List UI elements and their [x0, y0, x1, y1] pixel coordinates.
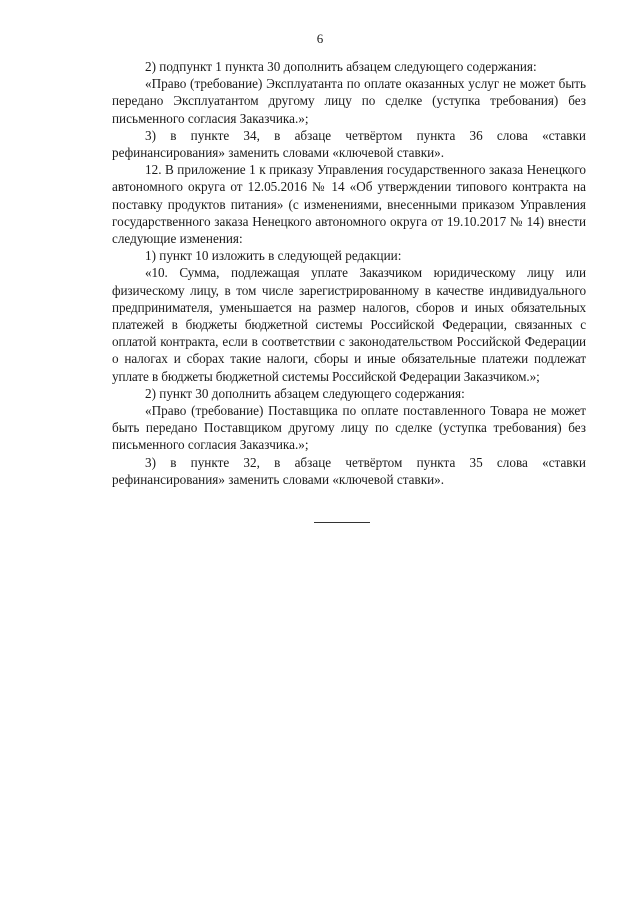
paragraph-item-12-amendment: 12. В приложение 1 к приказу Управления государственного заказа Ненецкого автономного округа от 12.05.2016 № 14 «Об утверждении типового контракта на поставку продуктов питания» (с изменениями, внесенными приказом Управления государственного заказа Ненецкого автономного округа от 19.10.2017 № 14) внести следующие изменения: [112, 162, 586, 247]
paragraph-supplier-claim-quote: «Право (требование) Поставщика по оплате поставленного Товара не может быть передано Поставщиком другому лицу по сделке (уступка требования) без письменного согласия Заказчика.»; [112, 403, 586, 453]
paragraph-subitem-2-item-30: 2) пункт 30 дополнить абзацем следующего содержания: [145, 385, 465, 401]
paragraph-subitem-3-item-32: 3) в пункте 32, в абзаце четвёртом пункта 35 слова «ставки рефинансирования» заменить словами «ключевой ставки». [112, 454, 586, 487]
end-of-text-rule [314, 522, 370, 523]
page-number: 6 [316, 31, 324, 46]
paragraph-operator-claim-quote: «Право (требование) Эксплуатанта по оплате оказанных услуг не может быть передано Эксплуатантом другому лицу по сделке (уступка требования) без письменного согласия Заказчика.»; [112, 76, 586, 126]
paragraph-item-10-quote: «10. Сумма, подлежащая уплате Заказчиком юридическому лицу или физическому лицу, в том числе зарегистрированному в качестве индивидуального предпринимателя, уменьшается на размер налогов, сборов и иных обязательных платежей в бюджеты бюджетной системы Российской Федерации, связанных с оплатой контракта, если в соответствии с законодательством Российской Федерации о налогах и сборах такие налоги, сборы и иные обязательные платежи подлежат уплате в бюджеты бюджетной системы Российской Федерации Заказчиком.»; [112, 265, 586, 384]
document-body [112, 58, 586, 488]
paragraph-subitem-3-replacement: 3) в пункте 34, в абзаце четвёртом пункта 36 слова «ставки рефинансирования» заменить словами «ключевой ставки». [112, 127, 586, 161]
paragraph-subitem-1-new-wording: 1) пункт 10 изложить в следующей редакции: [145, 248, 402, 264]
paragraph-subitem-2-addition: 2) подпункт 1 пункта 30 дополнить абзацем следующего содержания: [145, 59, 537, 74]
